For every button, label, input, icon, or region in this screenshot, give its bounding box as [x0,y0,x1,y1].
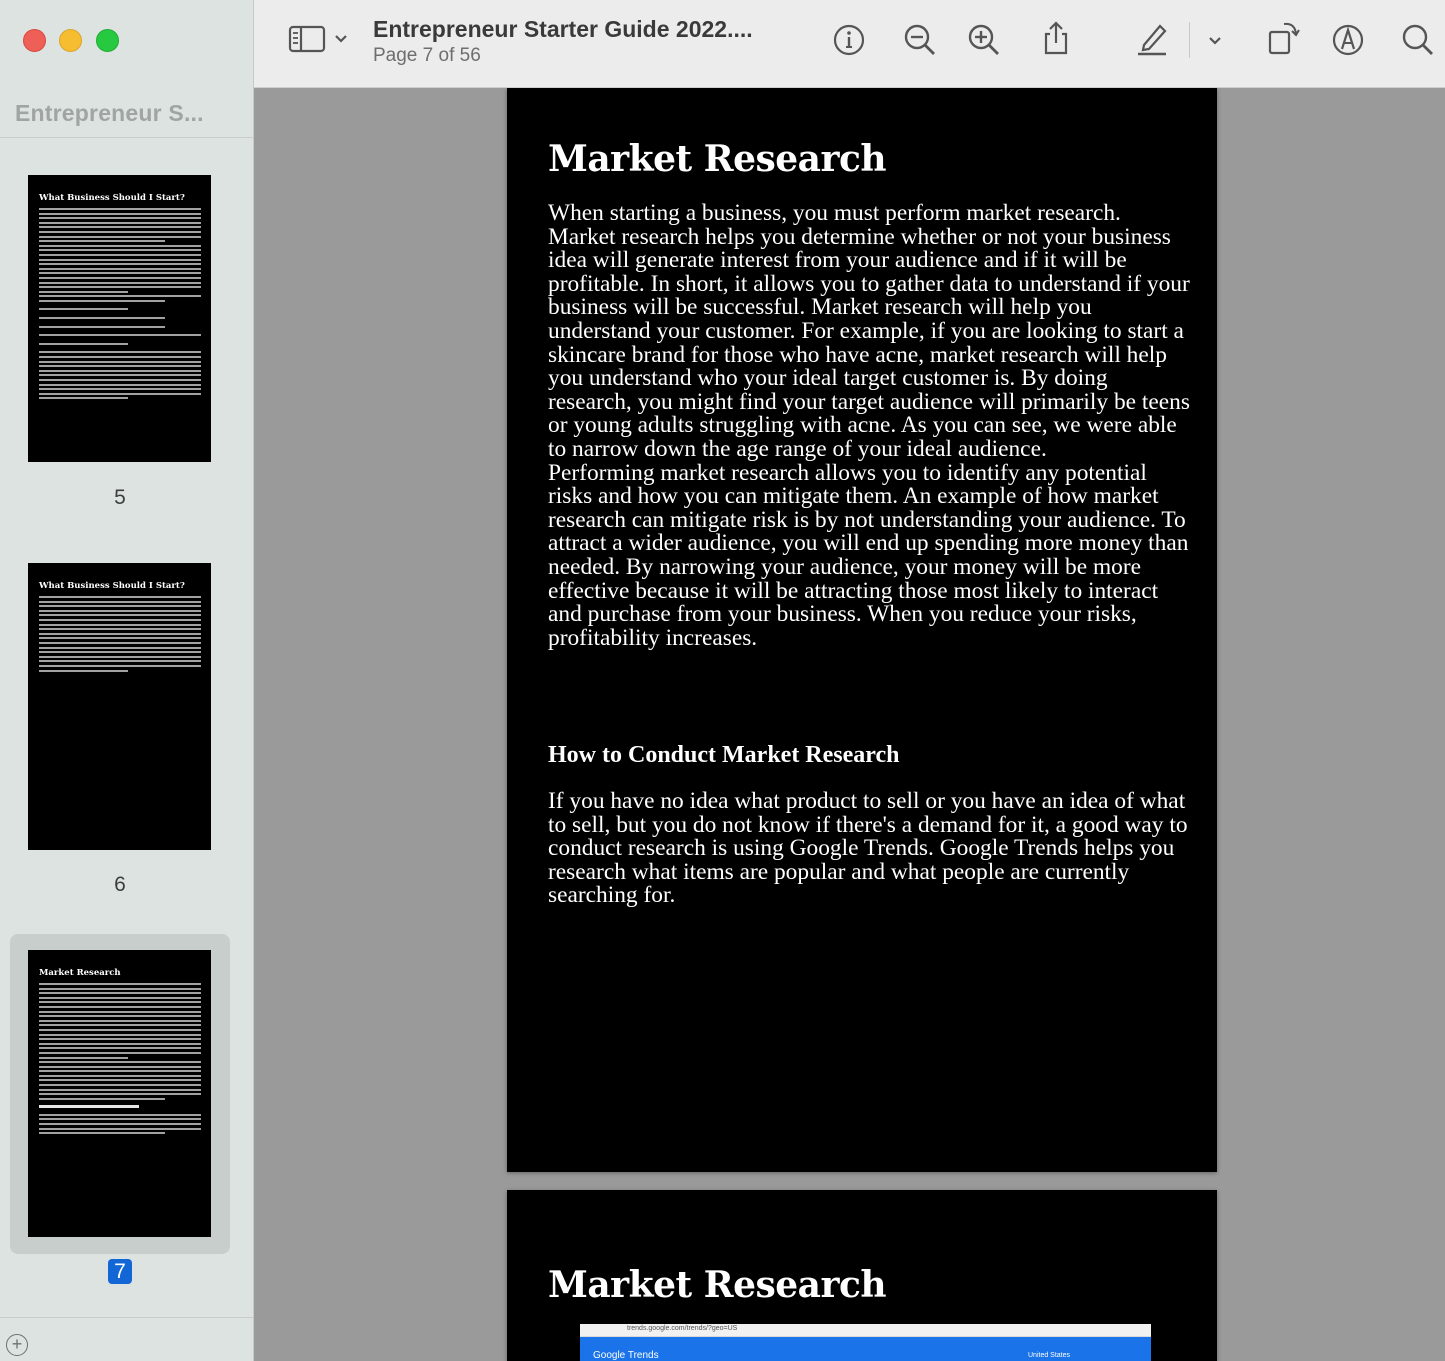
close-window-button[interactable] [23,29,46,52]
embedded-header [580,1337,1151,1361]
document-view[interactable] [254,88,1445,1361]
thumbnail-page-number: 5 [114,486,126,509]
search-icon[interactable] [1400,20,1436,56]
highlight-pen-icon[interactable] [1134,20,1170,56]
add-page-button[interactable]: + [6,1334,28,1356]
thumbnail-image [28,175,211,462]
thumbnail-page-number: 6 [114,873,126,896]
document-page-7 [507,88,1217,1172]
page-heading: Market Research [548,1264,887,1306]
rotate-icon[interactable] [1266,20,1302,56]
embedded-screenshot [580,1324,1151,1361]
toolbar-divider [1189,22,1190,58]
thumbnail-page-6[interactable] [10,547,230,867]
minimize-window-button[interactable] [59,29,82,52]
chevron-down-icon[interactable] [332,20,350,56]
thumbnail-image [28,563,211,850]
share-icon[interactable] [1038,20,1074,56]
zoom-out-icon[interactable] [902,20,938,56]
sidebar-title: Entrepreneur S... [15,100,204,126]
fullscreen-window-button[interactable] [96,29,119,52]
paragraph: If you have no idea what product to sell or you have an idea of what to sell, but you do not know if there's a demand for it, a good way to conduct research is using Google Trends. Google Trends helps you research what items are popular and what people are currently searching for. [548,788,1188,909]
chevron-down-icon[interactable] [1206,20,1224,56]
thumbnail-image [28,950,211,1237]
embedded-brand: Google Trends [593,1350,659,1361]
paragraph: Performing market research allows you to identify any potential risks and how you can mitigate them. An example of how market research can mitigate risk is by not understanding your audience. To attract a wider audience, you will end up spending more money than needed. By narrowing your audience, your money will be more effective because it will be attracting those most likely to interact and purchase from your business. When you reduce your risks, profitability increases. [548,459,1189,651]
sidebar-bottom-divider [0,1317,254,1318]
section-subheading: How to Conduct Market Research [548,742,900,768]
page-body-text [548,790,1193,908]
info-icon[interactable] [831,20,867,56]
thumbnail-sidebar [0,0,254,1361]
page-indicator: Page 7 of 56 [373,45,481,66]
page-heading: Market Research [548,138,887,180]
document-title: Entrepreneur Starter Guide 2022.... [373,16,753,42]
zoom-in-icon[interactable] [966,20,1002,56]
embedded-url: trends.google.com/trends/?geo=US [627,1325,738,1332]
toolbar [254,0,1445,88]
paragraph: When starting a business, you must perform market research. Market research helps you determine whether or not your business idea will generate interest from your audience and if it will be profitable. In short, it allows you to gather data to understand if your business will be successful. Market research will help you understand your customer. For example, if you are looking to start a skincare brand for those who have acne, market research will help you understand who your ideal target customer is. By doing research, you might find your target audience will primarily be teens or young adults struggling with acne. As you can see, we were able to narrow down the age range of your ideal audience. [548,200,1190,462]
thumbnail-page-7[interactable] [10,934,230,1254]
embedded-browser-bar [580,1324,1151,1337]
document-page-8 [507,1190,1217,1361]
selected-page-number: 7 [108,1259,132,1284]
sidebar-toggle-icon[interactable] [288,20,326,56]
thumbnail-heading: What Business Should I Start? [39,193,185,203]
thumbnail-page-number [0,1260,240,1284]
markup-icon[interactable] [1330,20,1366,56]
thumbnail-heading: Market Research [39,968,121,978]
thumbnail-heading: What Business Should I Start? [39,581,185,591]
sidebar-divider [0,137,254,138]
thumbnail-page-5[interactable] [10,159,230,479]
page-body-text [548,202,1193,650]
embedded-region: United States [1028,1352,1071,1359]
